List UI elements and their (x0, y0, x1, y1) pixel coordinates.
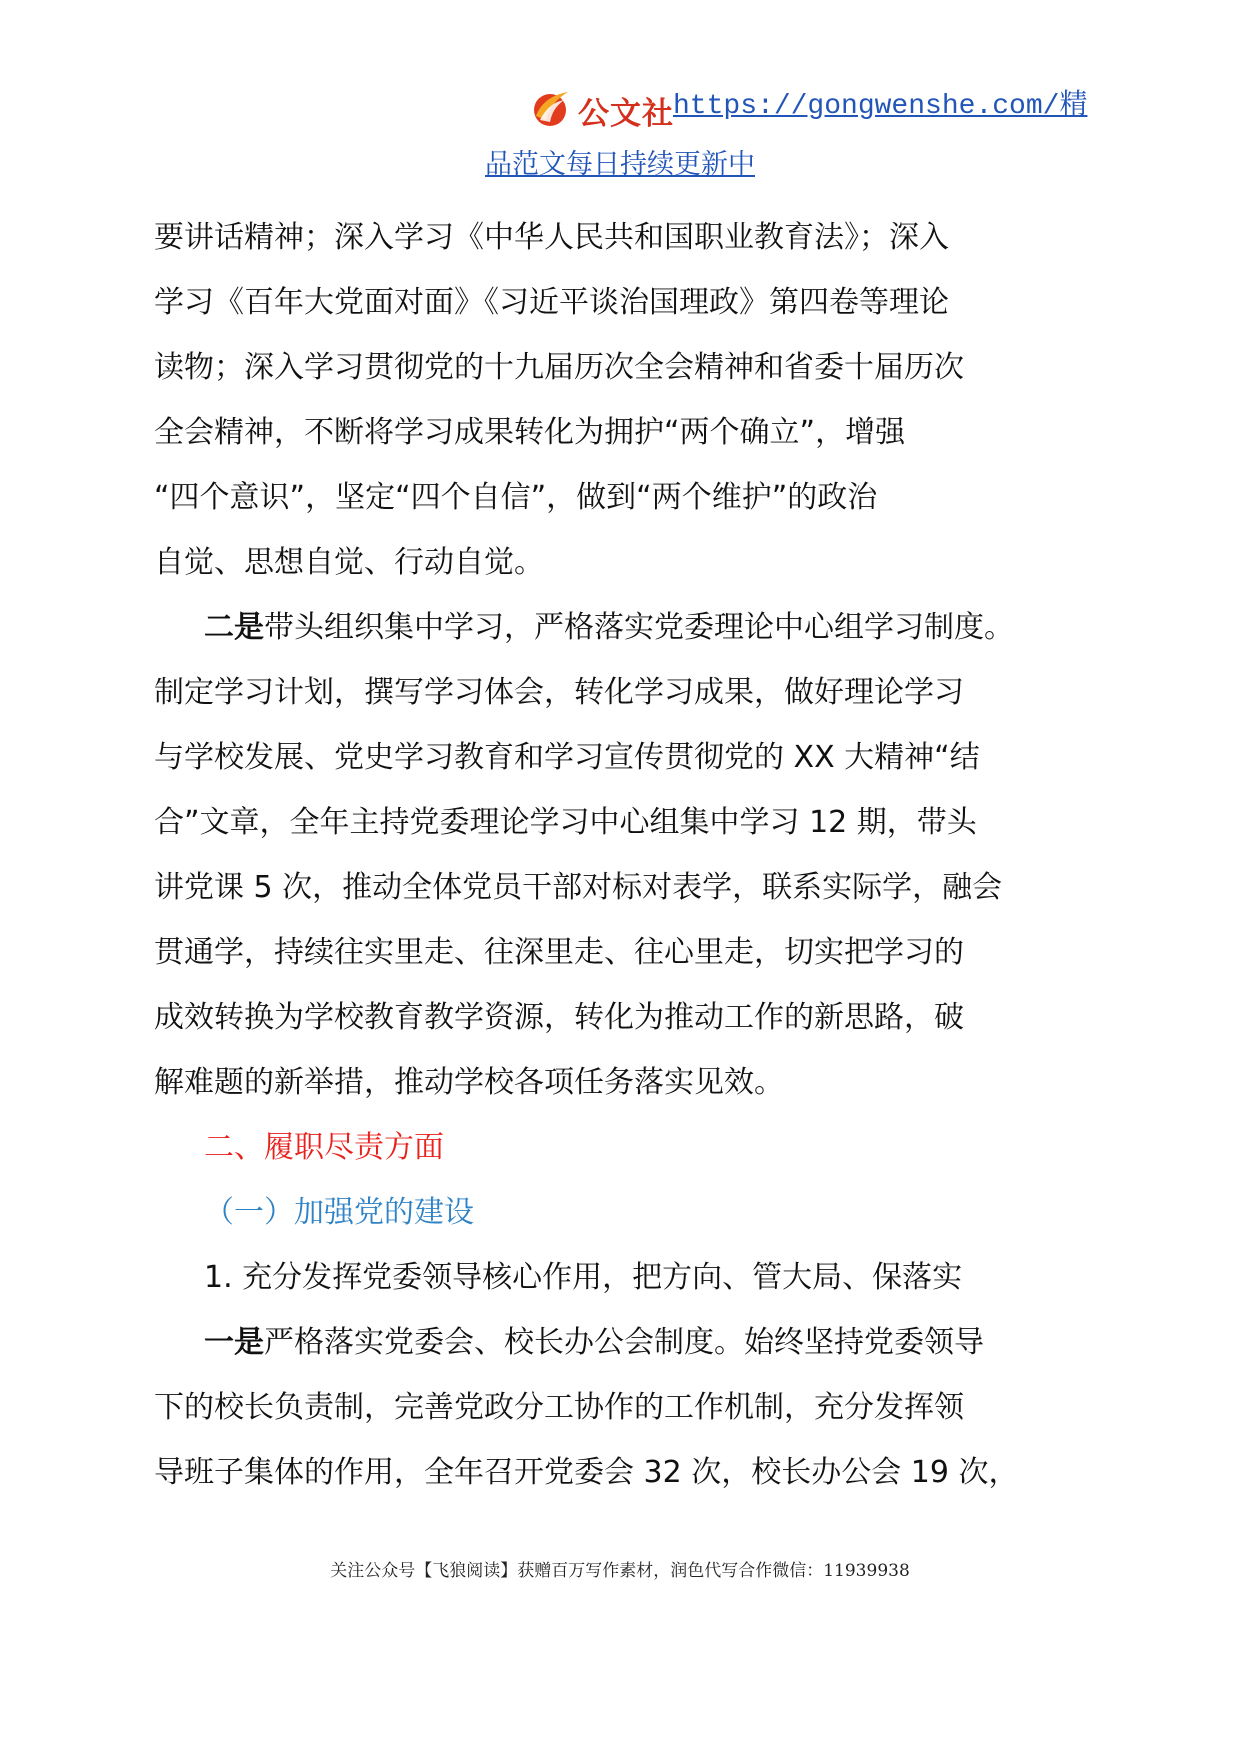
body-line: 下的校长负责制，完善党政分工协作的工作机制，充分发挥领 (154, 1390, 964, 1425)
body-line: 成效转换为学校教育教学资源，转化为推动工作的新思路，破 (154, 1000, 964, 1035)
document-body (154, 205, 1094, 1505)
body-line: 制定学习计划，撰写学习体会，转化学习成果，做好理论学习 (154, 675, 964, 710)
site-logo[interactable] (528, 86, 678, 130)
site-url-link[interactable]: https://gongwenshe.com/精 (673, 91, 1088, 122)
paragraph-first-line (154, 1310, 1094, 1375)
body-line: 学习《百年大党面对面》《习近平谈治国理政》第四卷等理论 (154, 285, 949, 320)
page-header (0, 78, 1240, 188)
body-line: 全会精神，不断将学习成果转化为拥护“两个确立”，增强 (154, 415, 906, 450)
paragraph-lead: 二是 (204, 610, 264, 645)
body-line: 合”文章，全年主持党委理论学习中心组集中学习 12 期，带头 (154, 805, 977, 840)
site-tagline-link[interactable]: 品范文每日持续更新中 (485, 149, 755, 180)
page-footer: 关注公众号【飞狼阅读】获赠百万写作素材，润色代写合作微信：11939938 (330, 1561, 910, 1581)
body-line: 导班子集体的作用，全年召开党委会 32 次，校长办公会 19 次， (154, 1455, 1019, 1490)
logo-swirl-icon (528, 86, 572, 130)
body-line: 读物；深入学习贯彻党的十九届历次全会精神和省委十届历次 (154, 350, 964, 385)
body-line: 自觉、思想自觉、行动自觉。 (154, 545, 544, 580)
body-line: 解难题的新举措，推动学校各项任务落实见效。 (154, 1065, 784, 1100)
body-line: 要讲话精神；深入学习《中华人民共和国职业教育法》；深入 (154, 220, 949, 255)
item-heading: 1. 充分发挥党委领导核心作用，把方向、管大局、保落实 (204, 1260, 963, 1295)
sub-heading: （一）加强党的建设 (204, 1195, 474, 1230)
body-line: 贯通学，持续往实里走、往深里走、往心里走，切实把学习的 (154, 935, 964, 970)
body-line: “四个意识”，坚定“四个自信”，做到“两个维护”的政治 (154, 480, 878, 515)
body-line: 讲党课 5 次，推动全体党员干部对标对表学，联系实际学，融会 (154, 870, 1003, 905)
body-line: 与学校发展、党史学习教育和学习宣传贯彻党的 XX 大精神“结 (154, 740, 980, 775)
paragraph-lead: 一是 (204, 1325, 264, 1360)
paragraph-text: 严格落实党委会、校长办公会制度。始终坚持党委领导 (264, 1325, 984, 1360)
logo-text: 公文社 (578, 96, 674, 132)
paragraph-text: 带头组织集中学习，严格落实党委理论中心组学习制度。 (264, 610, 1014, 645)
section-heading: 二、履职尽责方面 (204, 1130, 444, 1165)
paragraph-first-line (154, 595, 1094, 660)
